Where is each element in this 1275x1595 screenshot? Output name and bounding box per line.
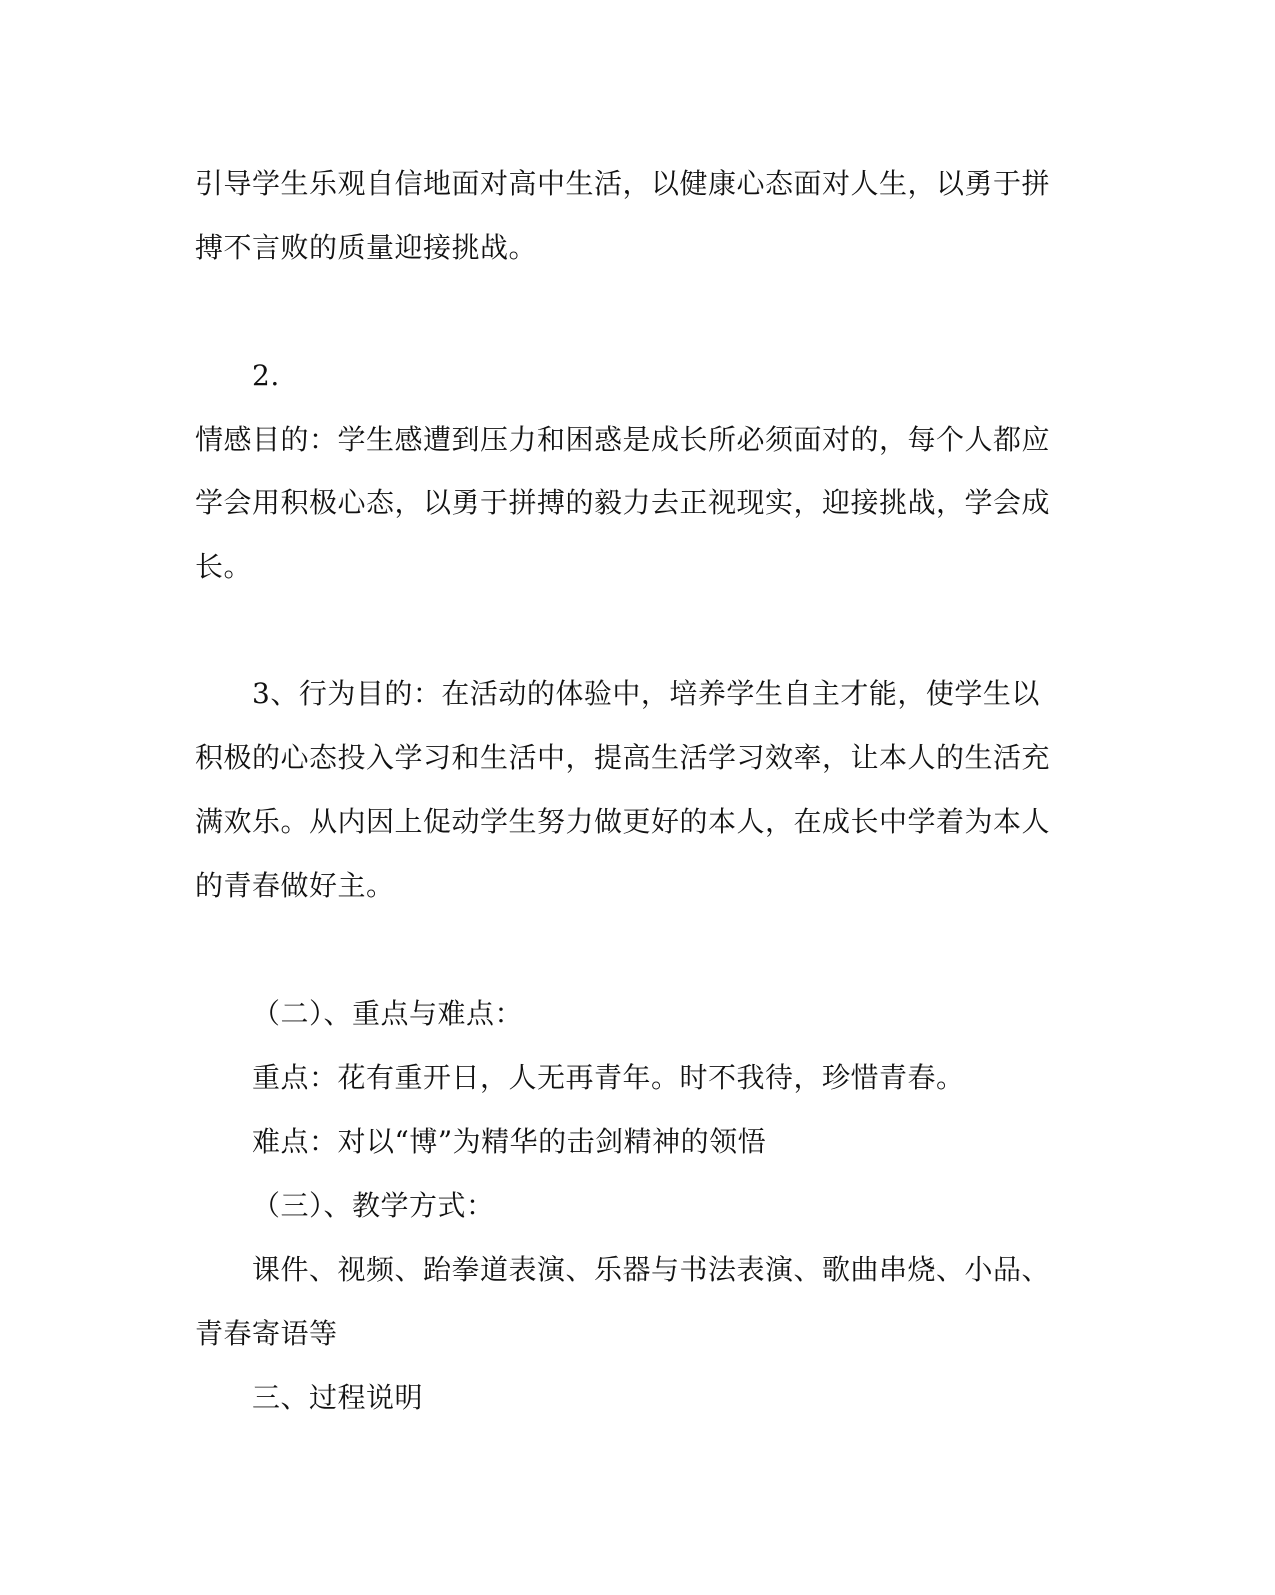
paragraph-3-line-1: 3、行为目的：在活动的体验中，培养学生自主才能，使学生以 [252, 677, 1040, 710]
methods-line-1: 课件、视频、跆拳道表演、乐器与书法表演、歌曲串烧、小品、 [252, 1253, 1051, 1286]
paragraph-1-line-1: 引导学生乐观自信地面对高中生活，以健康心态面对人生，以勇于拼 [195, 167, 1051, 200]
difficulty-text: 难点：对以“博”为精华的击剑精神的领悟 [252, 1125, 767, 1158]
paragraph-2-line-3: 长。 [195, 550, 253, 583]
methods-line-2: 青春寄语等 [195, 1317, 338, 1350]
part-3-heading: 三、过程说明 [252, 1381, 424, 1414]
paragraph-2-number: 2. [252, 359, 280, 392]
paragraph-3-line-4: 的青春做好主。 [195, 869, 395, 902]
paragraph-1-line-2: 搏不言败的质量迎接挑战。 [195, 231, 538, 264]
paragraph-3-line-2: 积极的心态投入学习和生活中，提高生活学习效率，让本人的生活充 [195, 741, 1051, 774]
paragraph-2-line-2: 学会用积极心态，以勇于拼搏的毅力去正视现实，迎接挑战，学会成 [195, 486, 1051, 519]
key-point-text: 重点：花有重开日，人无再青年。时不我待，珍惜青春。 [252, 1061, 965, 1094]
section-3-heading: （三）、教学方式： [252, 1189, 495, 1222]
section-2-heading: （二）、重点与难点： [252, 997, 524, 1030]
paragraph-3-line-3: 满欢乐。从内因上促动学生努力做更好的本人，在成长中学着为本人 [195, 805, 1051, 838]
paragraph-2-line-1: 情感目的：学生感遭到压力和困惑是成长所必须面对的，每个人都应 [195, 423, 1051, 456]
